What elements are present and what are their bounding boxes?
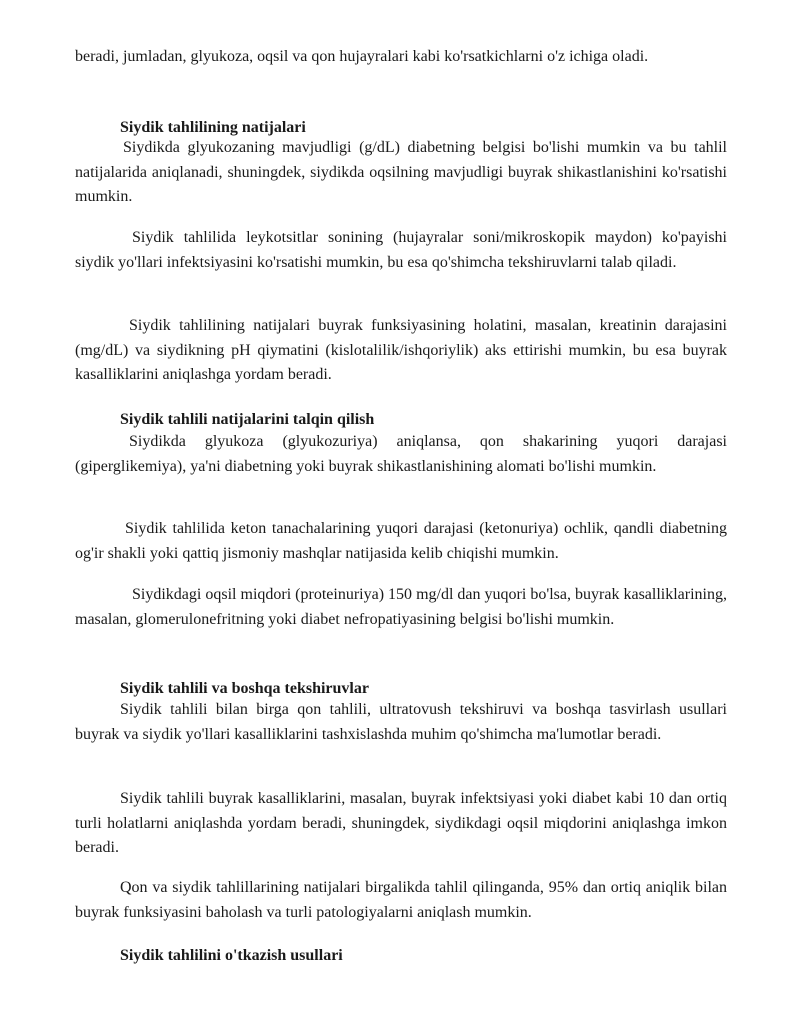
paragraph-results-3: Siydik tahlilining natijalari buyrak funksiyasining holatini, masalan, kreatinin darajasini (mg/dL) va siydikning pH qiymatini (kislotalilik/ishqoriylik) aks ettirishi mumkin, bu esa buyrak kasalliklarini aniqlashga yordam beradi. xyxy=(75,317,727,383)
paragraph-other-tests-3: Qon va siydik tahlillarining natijalari birgalikda tahlil qilinganda, 95% dan ortiq aniqlik bilan buyrak funksiyasini baholash va turli patologiyalarni aniqlash mumkin. xyxy=(75,879,727,921)
section-heading-interpretation: Siydik tahlili natijalarini talqin qilish xyxy=(120,411,375,428)
paragraph-interpretation-2: Siydik tahlilida keton tanachalarining yuqori darajasi (ketonuriya) ochlik, qandli diabetning og'ir shakli yoki qattiq jismoniy mashqlar natijasida kelib chiqishi mumkin. xyxy=(75,520,727,562)
intro-paragraph: beradi, jumladan, glyukoza, oqsil va qon hujayralari kabi ko'rsatkichlarni o'z ichiga oladi. xyxy=(75,48,649,65)
section-heading-methods: Siydik tahlilini o'tkazish usullari xyxy=(120,947,343,964)
paragraph-results-1: Siydikda glyukozaning mavjudligi (g/dL) diabetning belgisi bo'lishi mumkin va bu tahlil natijalarida aniqlanadi, shuningdek, siydikda oqsilning mavjudligi buyrak shikastlanishini ko'rsatishi mumkin. xyxy=(75,139,727,205)
section-heading-results: Siydik tahlilining natijalari xyxy=(120,119,306,136)
paragraph-other-tests-2: Siydik tahlili buyrak kasalliklarini, masalan, buyrak infektsiyasi yoki diabet kabi 10 dan ortiq turli holatlarni aniqlashda yordam beradi, shuningdek, siydikdagi oqsil miqdorini aniqlashga imkon beradi. xyxy=(75,790,727,856)
section-heading-other-tests: Siydik tahlili va boshqa tekshiruvlar xyxy=(120,680,369,697)
paragraph-interpretation-3: Siydikdagi oqsil miqdori (proteinuriya) 150 mg/dl dan yuqori bo'lsa, buyrak kasalliklarining, masalan, glomerulonefritning yoki diabet nefropatiyasining belgisi bo'lishi mumkin. xyxy=(75,586,727,628)
paragraph-interpretation-1: Siydikda glyukoza (glyukozuriya) aniqlansa, qon shakarining yuqori darajasi (giperglikemiya), ya'ni diabetning yoki buyrak shikastlanishining alomati bo'lishi mumkin. xyxy=(75,433,727,475)
paragraph-other-tests-1: Siydik tahlili bilan birga qon tahlili, ultratovush tekshiruvi va boshqa tasvirlash usullari buyrak va siydik yo'llari kasalliklarini tashxislashda muhim qo'shimcha ma'lumotlar beradi. xyxy=(75,701,727,743)
paragraph-results-2: Siydik tahlilida leykotsitlar sonining (hujayralar soni/mikroskopik maydon) ko'payishi siydik yo'llari infektsiyasini ko'rsatishi mumkin, bu esa qo'shimcha tekshiruvlarni talab qiladi. xyxy=(75,229,727,271)
